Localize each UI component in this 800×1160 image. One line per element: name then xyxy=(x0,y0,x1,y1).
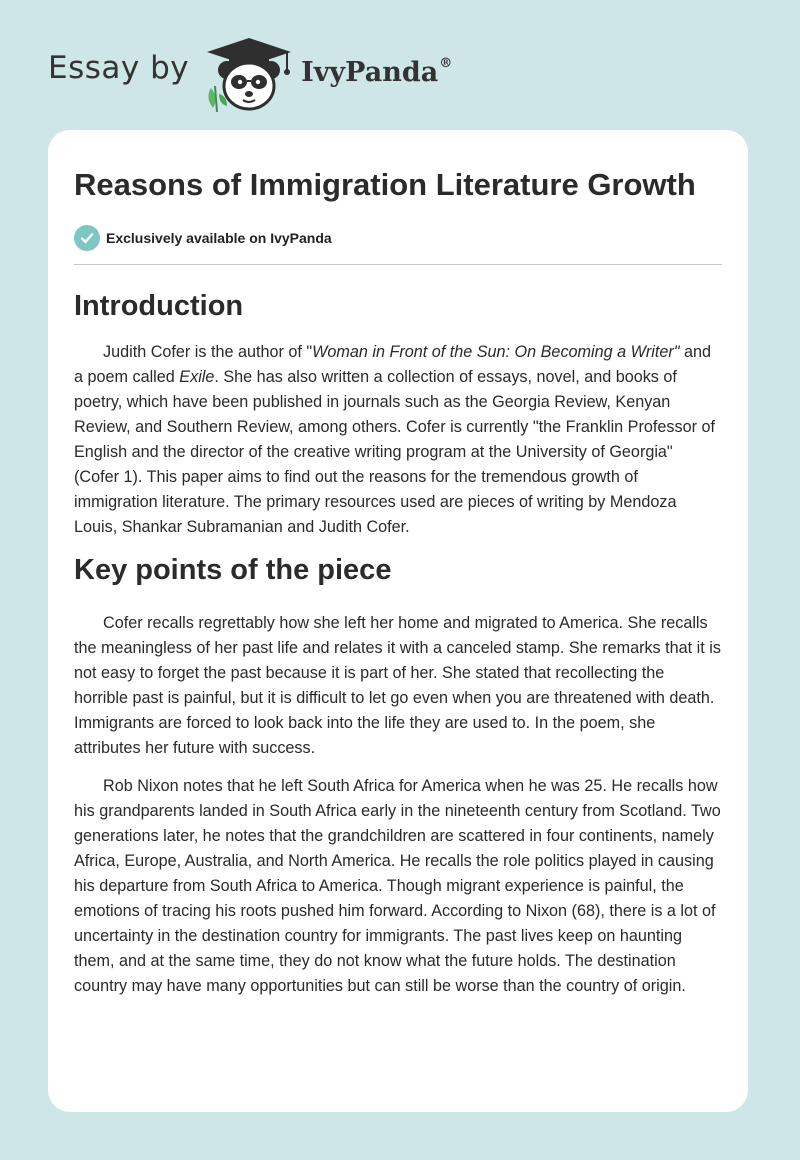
site-header xyxy=(48,34,452,114)
exclusive-badge-text: Exclusively available on IvyPanda xyxy=(106,230,332,246)
section-heading-introduction: Introduction xyxy=(74,290,244,322)
essay-card xyxy=(48,130,748,1112)
panda-graduation-cap-icon[interactable] xyxy=(203,36,295,112)
section-heading-key-points: Key points of the piece xyxy=(74,554,392,586)
brand-name[interactable]: IvyPanda® xyxy=(301,56,453,88)
intro-paragraph: Judith Cofer is the author of "Woman in Front of the Sun: On Becoming a Writer" and a poem called Exile. She has also written a collection of essays, novel, and books of poetry, which have been published in journals such as the Georgia Review, Kenyan Review, and Southern Review, among others. Cofer is currently "the Franklin Professor of English and the director of the creative writing program at the University of Georgia" (Cofer 1). This paper aims to find out the reasons for the tremendous growth of immigration literature. The primary resources used are pieces of writing by Mendoza Louis, Shankar Subramanian and Judith Cofer. xyxy=(74,343,715,536)
page-title: Reasons of Immigration Literature Growth xyxy=(74,167,696,202)
essay-by-label: Essay by xyxy=(48,50,190,86)
book-title-emphasis: Woman in Front of the Sun: On Becoming a Writer" xyxy=(312,343,680,361)
divider xyxy=(74,264,722,265)
body-paragraph: Rob Nixon notes that he left South Africa for America when he was 25. He recalls how his grandparents landed in South Africa early in the nineteenth century from Scotland. Two generations later, he notes that the grandchildren are scattered in four continents, namely Africa, Europe, Australia, and North America. He recalls the role politics played in causing his departure from South Africa to America. Though migrant experience is painful, the emotions of tracing his roots pushed him forward. According to Nixon (68), there is a lot of uncertainty in the destination country for immigrants. The past lives keep on haunting them, and at the same time, they do not know what the future holds. The destination country may have many opportunities but can still be worse than the country of origin. xyxy=(74,777,721,995)
registered-mark: ® xyxy=(439,56,453,71)
poem-title-emphasis: Exile xyxy=(179,368,215,386)
exclusive-badge xyxy=(74,225,722,251)
body-paragraph: Cofer recalls regrettably how she left her home and migrated to America. She recalls the meaningless of her past life and relates it with a canceled stamp. She remarks that it is not easy to forget the past because it is part of her. She stated that recollecting the horrible past is painful, but it is difficult to let go even when you are threatened with death. Immigrants are forced to look back into the life they are used to. In the poem, she attributes her future with success. xyxy=(74,614,721,757)
check-icon xyxy=(74,225,100,251)
